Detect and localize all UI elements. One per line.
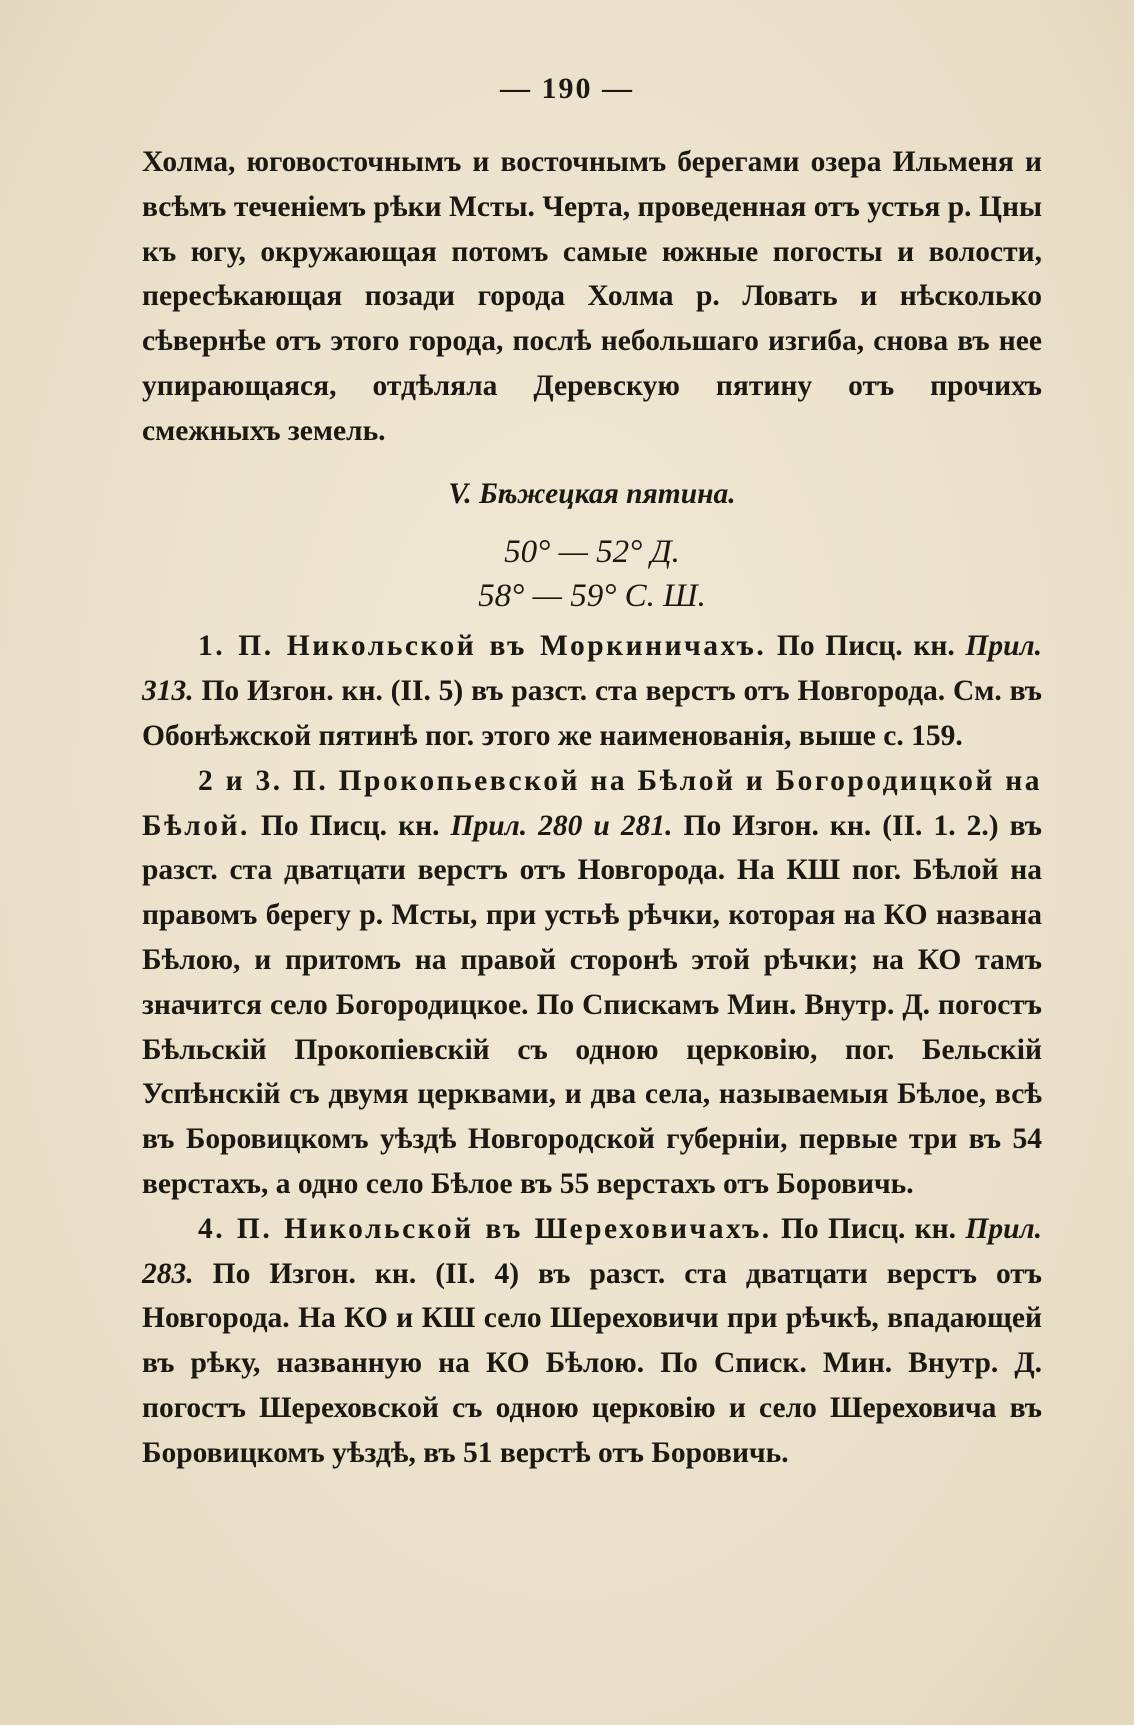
entry-body: По Изгон. кн. (II. 1. 2.) въ разст. ста дватцати верстъ отъ Новгорода. На КШ пог. Бѣлой на правомъ берегу р. Мсты, при устьѣ рѣчки, которая на КО названа Бѣлою, и притомъ на правой сторонѣ этой рѣчки; на КО тамъ значится село Богородицкое. По Спискамъ Мин. Внутр. Д. погостъ Бѣльскій Прокопіевскій съ одною церковію, пог. Бельскій Успѣнскій съ двумя церквами, и два села, называемыя Бѣлое, всѣ въ Боровицкомъ уѣздѣ Новгородской губерніи, первые три въ 54 верстахъ, а одно село Бѣлое въ 55 верстахъ отъ Боровичь.	[142, 809, 1042, 1200]
entry-body: По Изгон. кн. (II. 4) въ разст. ста дватцати верстъ отъ Новгорода. На КО и КШ село Шереховичи при рѣчкѣ, впадающей въ рѣку, названную на КО Бѣлою. По Списк. Мин. Внутр. Д. погостъ Шереховской съ одною церковію и село Шереховича въ Боровицкомъ уѣздѣ, въ 51 верстѣ отъ Боровичь.	[142, 1257, 1042, 1469]
entry-heading: 2 и 3. П. Прокопьевской на Бѣлой и Богородицкой на Бѣлой.	[142, 764, 1042, 842]
entry-ref-appendix: Прил. 313.	[142, 630, 1042, 708]
latitude-range: 58° — 59° С. Ш.	[478, 578, 706, 615]
entry-paragraph	[142, 624, 1042, 758]
entry-ref-prefix: По Писц. кн.	[249, 809, 451, 842]
entry-body: По Изгон. кн. (II. 5) въ разст. ста верстъ отъ Новгорода. См. въ Обонѣжской пятинѣ пог. этого же наименованія, выше с. 159.	[142, 675, 1042, 752]
entry-paragraph	[142, 759, 1042, 1207]
entry-paragraph	[142, 1207, 1042, 1476]
page-body	[142, 140, 1042, 1476]
page-number: — 190 —	[500, 72, 634, 105]
section-heading: V. Бѣжецкая пятина.	[448, 477, 736, 510]
entry-ref-prefix: По Писц. кн.	[771, 1212, 966, 1245]
coordinates	[142, 530, 1042, 618]
intro-paragraph: Холма, юговосточнымъ и восточнымъ берегами озера Ильменя и всѣмъ теченіемъ рѣки Мсты. Черта, проведенная отъ устья р. Цны къ югу, окружающая потомъ самые южные погосты и волости, пересѣкающая позади города Холма р. Ловать и нѣсколько сѣвернѣе отъ этого города, послѣ небольшаго изгиба, снова въ нее упирающаяся, отдѣляла Деревскую пятину отъ прочихъ смежныхъ земель.	[142, 146, 1042, 447]
entry-ref-prefix: По Писц. кн.	[766, 630, 966, 663]
entry-ref-appendix: Прил. 280 и 281.	[450, 809, 673, 842]
entry-heading: 1. П. Никольской въ Моркиничахъ.	[198, 630, 767, 663]
entry-ref-appendix: Прил. 283.	[142, 1212, 1042, 1290]
entry-heading: 4. П. Никольской въ Шереховичахъ.	[198, 1212, 772, 1245]
longitude-range: 50° — 52° Д.	[504, 534, 680, 571]
